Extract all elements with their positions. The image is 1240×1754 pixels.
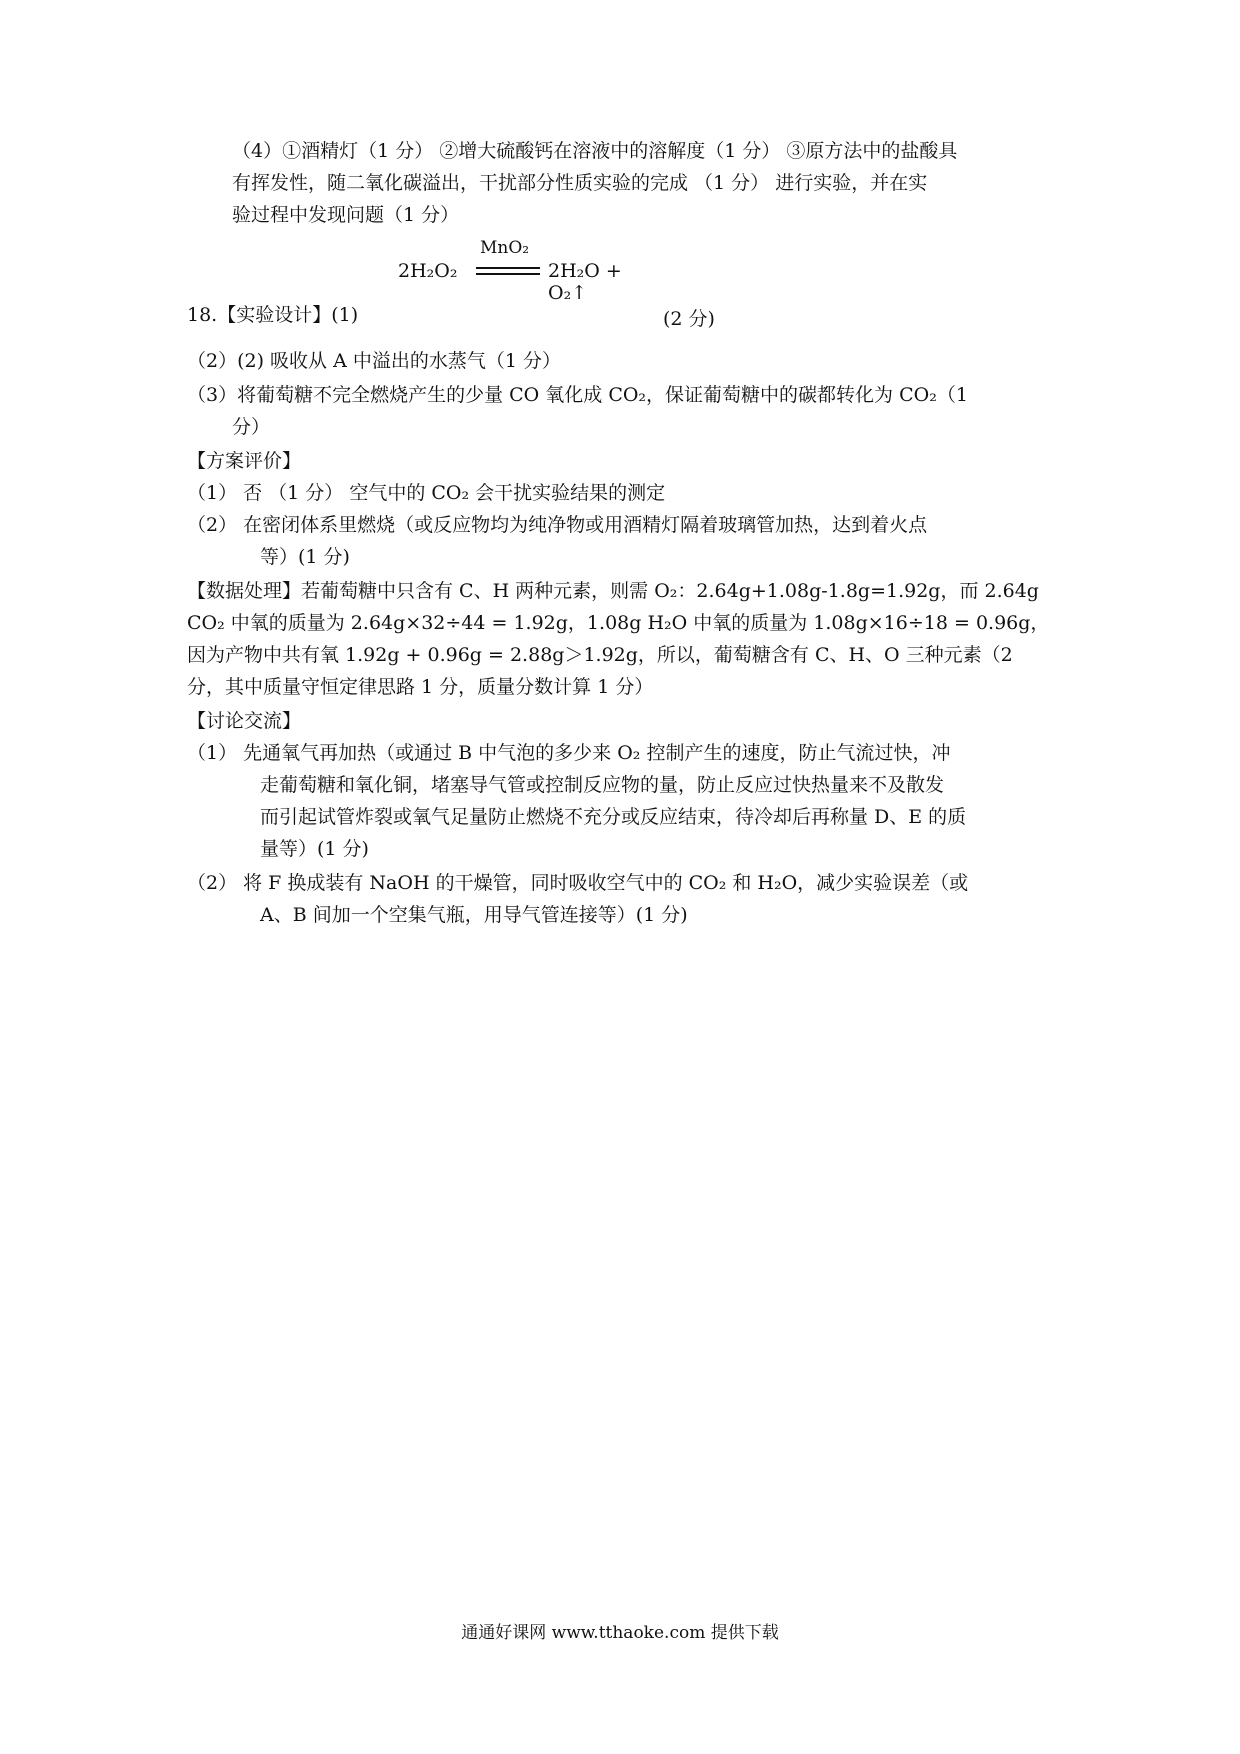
equation-products: 2H₂O + O₂↑ bbox=[548, 260, 622, 304]
question-18-score: (2 分) bbox=[663, 308, 715, 330]
equation-reactants: 2H₂O₂ bbox=[398, 260, 458, 282]
discussion-2-line-2: A、B 间加一个空集气瓶，用导气管连接等）(1 分) bbox=[260, 904, 688, 926]
discussion-1-line-3: 而引起试管炸裂或氧气足量防止燃烧不充分或反应结束，待冷却后再称量 D、E 的质 bbox=[260, 806, 967, 828]
answer-18-3-line-2: 分） bbox=[232, 416, 271, 438]
chemical-equation bbox=[398, 238, 658, 302]
answer-17-4-line-2: 有挥发性，随二氧化碳溢出，干扰部分性质实验的完成 （1 分） 进行实验，并在实 bbox=[232, 172, 928, 194]
footer-source: 通通好课网 www.tthaoke.com 提供下载 bbox=[461, 1623, 779, 1643]
plan-evaluation-2-line-2: 等）(1 分) bbox=[260, 546, 350, 568]
answer-17-4-line-1: （4）①酒精灯（1 分） ②增大硫酸钙在溶液中的溶解度（1 分） ③原方法中的盐酸具 bbox=[232, 140, 958, 162]
discussion-1-line-4: 量等）(1 分) bbox=[260, 838, 369, 860]
section-discussion: 【讨论交流】 bbox=[187, 710, 302, 732]
answer-17-4-line-3: 验过程中发现问题（1 分） bbox=[232, 204, 460, 226]
discussion-1-line-1: （1） 先通氧气再加热（或通过 B 中气泡的多少来 O₂ 控制产生的速度，防止气流过快，冲 bbox=[187, 742, 951, 764]
equation-equals-bar-bottom bbox=[476, 273, 540, 275]
answer-18-2: （2）(2) 吸收从 A 中溢出的水蒸气（1 分） bbox=[187, 350, 561, 372]
data-processing-line-4: 分，其中质量守恒定律思路 1 分，质量分数计算 1 分） bbox=[187, 676, 654, 698]
plan-evaluation-1: （1） 否 （1 分） 空气中的 CO₂ 会干扰实验结果的测定 bbox=[187, 482, 666, 504]
data-processing-line-3: 因为产物中共有氧 1.92g + 0.96g = 2.88g＞1.92g，所以，葡萄糖含有 C、H、O 三种元素（2 bbox=[187, 644, 1013, 666]
equation-equals-bar-top bbox=[476, 267, 540, 269]
data-processing-line-2: CO₂ 中氧的质量为 2.64g×32÷44 = 1.92g，1.08g H₂O 中氧的质量为 1.08g×16÷18 = 0.96g， bbox=[187, 612, 1050, 634]
question-18-heading: 18.【实验设计】(1) bbox=[187, 304, 359, 326]
discussion-1-line-2: 走葡萄糖和氧化铜，堵塞导气管或控制反应物的量，防止反应过快热量来不及散发 bbox=[260, 774, 945, 796]
section-plan-evaluation: 【方案评价】 bbox=[187, 450, 302, 472]
data-processing-line-1: 【数据处理】若葡萄糖中只含有 C、H 两种元素，则需 O₂：2.64g+1.08g-1.8g=1.92g，而 2.64g bbox=[187, 580, 1039, 602]
answer-18-3-line-1: （3）将葡萄糖不完全燃烧产生的少量 CO 氧化成 CO₂，保证葡萄糖中的碳都转化为 CO₂（1 bbox=[187, 384, 968, 406]
discussion-2-line-1: （2） 将 F 换成装有 NaOH 的干燥管，同时吸收空气中的 CO₂ 和 H₂O，减少实验误差（或 bbox=[187, 872, 969, 894]
plan-evaluation-2-line-1: （2） 在密闭体系里燃烧（或反应物均为纯净物或用酒精灯隔着玻璃管加热，达到着火点 bbox=[187, 514, 928, 536]
equation-catalyst: MnO₂ bbox=[480, 238, 530, 258]
